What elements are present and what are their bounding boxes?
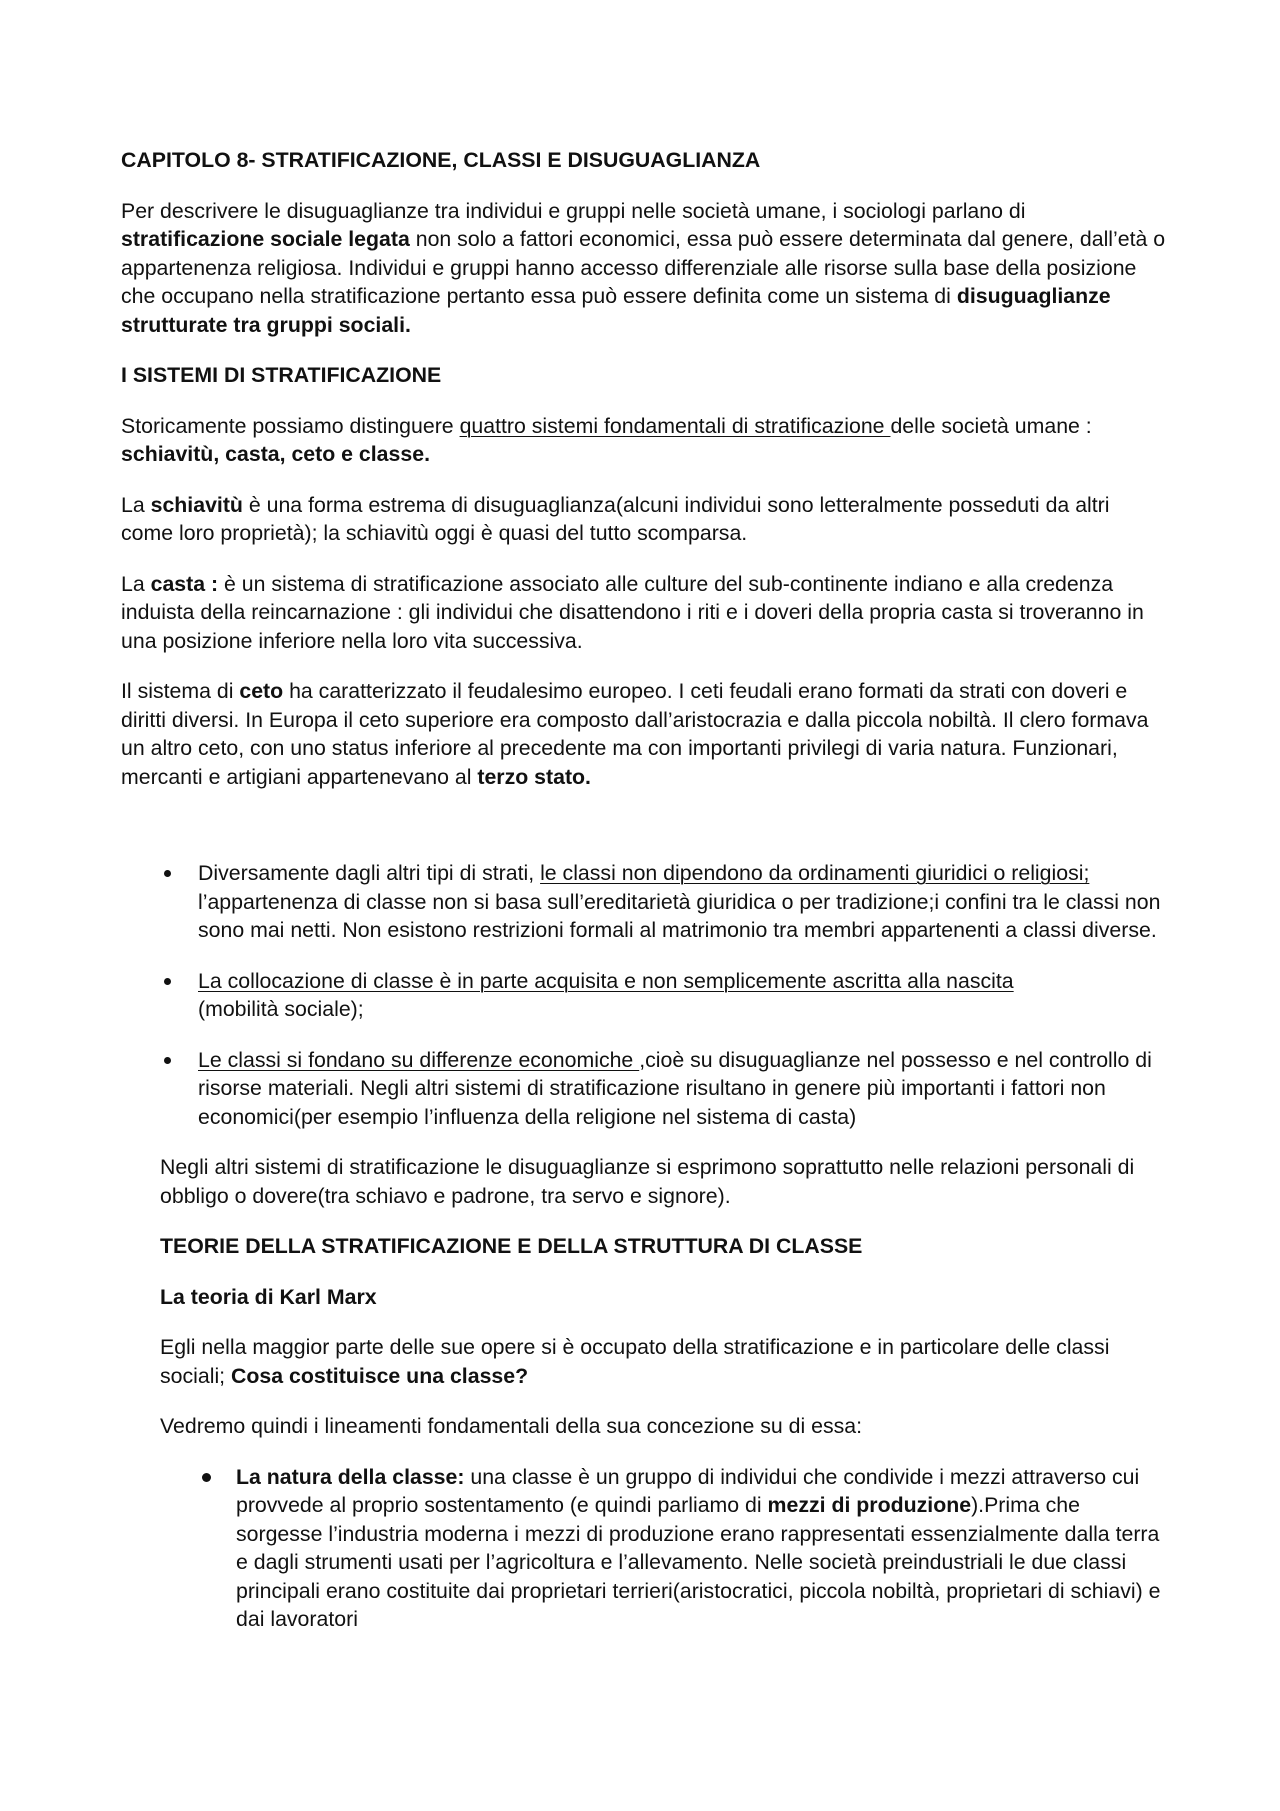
bullet-1-underlined: le classi non dipendono da ordinamenti giuridici o religiosi;: [540, 861, 1090, 885]
casta-text-1: La: [121, 571, 151, 596]
storicamente-underlined: quattro sistemi fondamentali di stratificazione: [459, 413, 891, 438]
casta-bold: casta :: [150, 571, 219, 596]
bullet-icon: [164, 978, 171, 985]
bullet-1-text-2: l’appartenenza di classe non si basa sull’ereditarietà giuridica o per tradizione;i confini tra le classi non sono mai netti. Non esistono restrizioni formali al matrimonio tra membri appartenenti a classi diverse.: [198, 889, 1161, 942]
section-heading-teorie: TEORIE DELLA STRATIFICAZIONE E DELLA STRUTTURA DI CLASSE: [160, 1234, 863, 1258]
bullet-3-text: ,cioè su disuguaglianze nel possesso e nel controllo di risorse materiali. Negli altri sistemi di stratificazione risultano in genere più importanti i fattori non economici(per esempio l’influenza della religione nel sistema di casta): [198, 1047, 1152, 1129]
bullet-icon: [202, 1473, 211, 1482]
natura-text-1: una classe è un gruppo di individui che condivide i mezzi attraverso cui provvede al proprio sostentamento (e quindi parliamo di: [236, 1464, 1140, 1517]
list-item: [199, 1463, 1166, 1634]
intro-bold-2: disuguaglianze strutturate tra gruppi sociali.: [121, 284, 1111, 337]
intro-paragraph: [121, 197, 1166, 340]
bullet-2-underlined: La collocazione di classe è in parte acquisita e non semplicemente ascritta alla nascita: [198, 968, 1014, 993]
altri-sistemi-paragraph: Negli altri sistemi di stratificazione le disuguaglianze si esprimono soprattutto nelle relazioni personali di obbligo o dovere(tra schiavo e padrone, tra servo e signore).: [160, 1155, 1135, 1208]
document-body: [121, 146, 1166, 1656]
schiavitu-bold: schiavitù: [150, 492, 243, 517]
ceto-bold-2: terzo stato.: [477, 764, 591, 789]
chapter-title: CAPITOLO 8- STRATIFICAZIONE, CLASSI E DISUGUAGLIANZA: [121, 148, 761, 172]
marx-bullet-list: [121, 1463, 1166, 1634]
list-item: [160, 1046, 1166, 1132]
classi-bullet-list: [121, 859, 1166, 1131]
storicamente-paragraph: [121, 412, 1166, 469]
bullet-2-text: (mobilità sociale);: [198, 997, 364, 1021]
ceto-paragraph: [121, 677, 1166, 791]
intro-text-2: non solo a fattori economici, essa può essere determinata dal genere, dall’età o appartenenza religiosa. Individui e gruppi hanno accesso differenziale alle risorse sulla base della posizione che occupano nella stratificazione pertanto essa può essere definita come un sistema di: [121, 227, 1166, 308]
intro-bold-1: stratificazione sociale legata: [121, 227, 410, 251]
bullet-1-text-1: Diversamente dagli altri tipi di strati,: [198, 861, 541, 885]
natura-bold-1: La natura della classe:: [236, 1464, 465, 1489]
natura-text-2: ).Prima che sorgesse l’industria moderna i mezzi di produzione erano rappresentati essenzialmente dalla terra e dagli strumenti usati per l’agricoltura e l’allevamento. Nelle società preindustriali le due classi principali erano costituite dai proprietari terrieri(aristocratici, piccola nobiltà, proprietari di schiavi) e dai lavoratori: [236, 1493, 1161, 1631]
storicamente-bold: schiavitù, casta, ceto e classe.: [121, 442, 430, 466]
marx-intro-paragraph: [160, 1333, 1166, 1390]
section-heading-sistemi: I SISTEMI DI STRATIFICAZIONE: [121, 363, 442, 387]
storicamente-text-2: delle società umane :: [890, 413, 1092, 438]
schiavitu-paragraph: [121, 491, 1166, 548]
ceto-text-1: Il sistema di: [121, 679, 240, 703]
ceto-text-2: ha caratterizzato il feudalesimo europeo. I ceti feudali erano formati da strati con doveri e diritti diversi. In Europa il ceto superiore era composto dall’aristocrazia e dalla piccola nobiltà. Il clero formava un altro ceto, con uno status inferiore al precedente ma con importanti privilegi di varia natura. Funzionari, mercanti e artigiani appartenevano al: [121, 679, 1149, 789]
subheading-marx: La teoria di Karl Marx: [160, 1284, 377, 1309]
bullet-icon: [164, 870, 171, 877]
natura-bold-2: mezzi di produzione: [767, 1493, 972, 1517]
schiavitu-text-2: è una forma estrema di disuguaglianza(alcuni individui sono letteralmente posseduti da altri come loro proprietà); la schiavitù oggi è quasi del tutto scomparsa.: [121, 492, 1110, 545]
intro-text-1: Per descrivere le disuguaglianze tra individui e gruppi nelle società umane, i sociologi parlano di: [121, 198, 1026, 223]
marx-intro-bold: Cosa costituisce una classe?: [231, 1363, 529, 1388]
casta-text-2: è un sistema di stratificazione associato alle culture del sub-continente indiano e alla credenza induista della reincarnazione : gli individui che disattendono i riti e i doveri della propria casta si troveranno in una posizione inferiore nella loro vita successiva.: [121, 571, 1144, 653]
vedremo-paragraph: Vedremo quindi i lineamenti fondamentali della sua concezione su di essa:: [160, 1414, 863, 1438]
storicamente-text-1: Storicamente possiamo distinguere: [121, 413, 460, 438]
marx-intro-text: Egli nella maggior parte delle sue opere si è occupato della stratificazione e in particolare delle classi sociali;: [160, 1335, 1110, 1388]
ceto-bold-1: ceto: [239, 679, 284, 703]
list-item: [160, 967, 1166, 1024]
bullet-3-underlined: Le classi si fondano su differenze economiche: [198, 1047, 640, 1072]
casta-paragraph: [121, 570, 1166, 656]
vertical-gap: [121, 813, 1166, 859]
schiavitu-text-1: La: [121, 492, 151, 517]
bullet-icon: [164, 1057, 171, 1064]
list-item: [160, 859, 1166, 945]
